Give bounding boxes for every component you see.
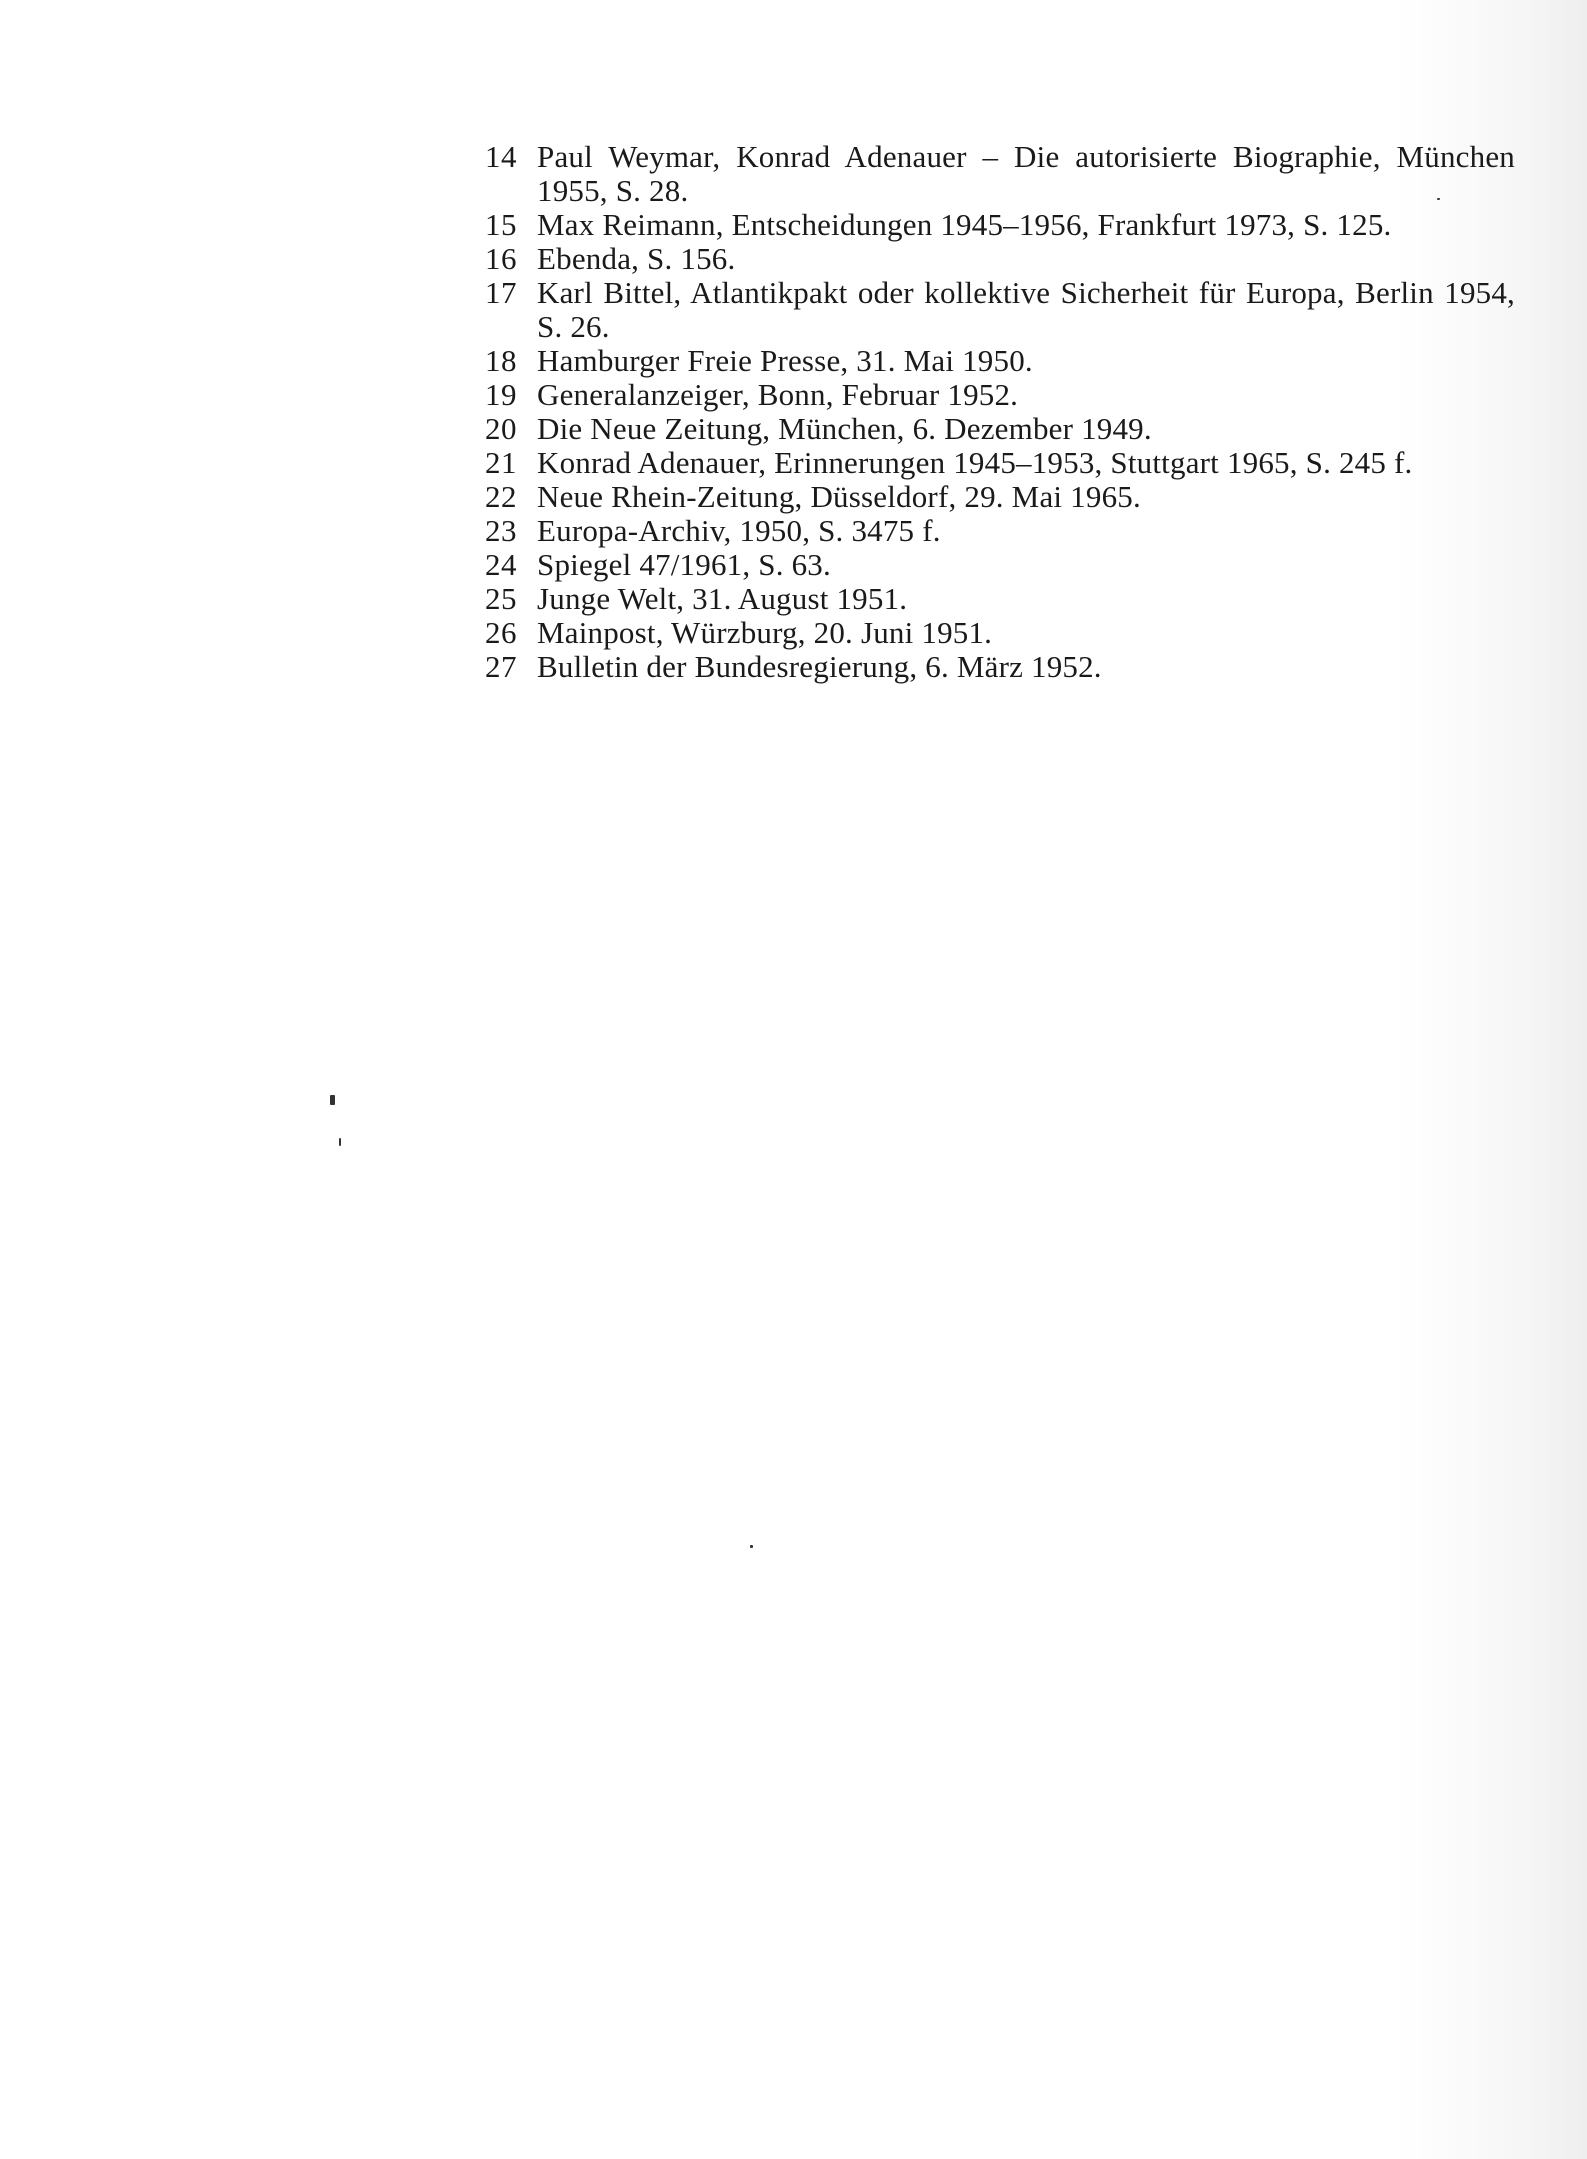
footnote-text: Neue Rhein-Zeitung, Düsseldorf, 29. Mai 1965. bbox=[537, 479, 1141, 514]
footnote-number: 17 bbox=[485, 275, 517, 310]
footnote-number: 20 bbox=[485, 411, 517, 446]
footnote bbox=[485, 480, 1515, 514]
footnote-number: 21 bbox=[485, 445, 517, 480]
footnote-number: 25 bbox=[485, 581, 517, 616]
scan-speck bbox=[330, 1095, 335, 1105]
footnote bbox=[485, 140, 1515, 208]
footnotes-list bbox=[485, 140, 1515, 684]
footnote bbox=[485, 344, 1515, 378]
scan-speck bbox=[1437, 198, 1440, 200]
footnote-text: Paul Weymar, Konrad Adenauer – Die autorisierte Biographie, München 1955, S. 28. bbox=[537, 139, 1515, 208]
footnote-number: 22 bbox=[485, 479, 517, 514]
scan-speck bbox=[750, 1545, 753, 1548]
footnote-text: Konrad Adenauer, Erinnerungen 1945–1953, Stuttgart 1965, S. 245 f. bbox=[537, 445, 1413, 480]
footnote-number: 15 bbox=[485, 207, 517, 242]
footnote-text: Ebenda, S. 156. bbox=[537, 241, 736, 276]
footnote bbox=[485, 378, 1515, 412]
footnote bbox=[485, 208, 1515, 242]
footnote-number: 23 bbox=[485, 513, 517, 548]
footnote-number: 27 bbox=[485, 649, 517, 684]
footnote-text: Spiegel 47/1961, S. 63. bbox=[537, 547, 831, 582]
footnote bbox=[485, 276, 1515, 344]
footnote bbox=[485, 650, 1515, 684]
footnote-text: Generalanzeiger, Bonn, Februar 1952. bbox=[537, 377, 1019, 412]
footnote-number: 24 bbox=[485, 547, 517, 582]
footnote-number: 18 bbox=[485, 343, 517, 378]
scan-speck bbox=[339, 1138, 341, 1146]
footnote-number: 26 bbox=[485, 615, 517, 650]
footnote-text: Karl Bittel, Atlantikpakt oder kollektive Sicherheit für Europa, Berlin 1954, S. 26. bbox=[537, 275, 1515, 344]
footnote bbox=[485, 446, 1515, 480]
footnote-text: Hamburger Freie Presse, 31. Mai 1950. bbox=[537, 343, 1033, 378]
footnote bbox=[485, 548, 1515, 582]
footnote-text: Max Reimann, Entscheidungen 1945–1956, Frankfurt 1973, S. 125. bbox=[537, 207, 1392, 242]
footnote bbox=[485, 616, 1515, 650]
footnote bbox=[485, 412, 1515, 446]
footnote-text: Europa-Archiv, 1950, S. 3475 f. bbox=[537, 513, 941, 548]
footnote bbox=[485, 242, 1515, 276]
footnote-text: Junge Welt, 31. August 1951. bbox=[537, 581, 908, 616]
footnote bbox=[485, 582, 1515, 616]
footnote-text: Mainpost, Würzburg, 20. Juni 1951. bbox=[537, 615, 993, 650]
footnote-text: Bulletin der Bundesregierung, 6. März 1952. bbox=[537, 649, 1102, 684]
footnote bbox=[485, 514, 1515, 548]
footnote-number: 19 bbox=[485, 377, 517, 412]
footnote-text: Die Neue Zeitung, München, 6. Dezember 1949. bbox=[537, 411, 1152, 446]
footnote-number: 14 bbox=[485, 139, 517, 174]
footnote-number: 16 bbox=[485, 241, 517, 276]
